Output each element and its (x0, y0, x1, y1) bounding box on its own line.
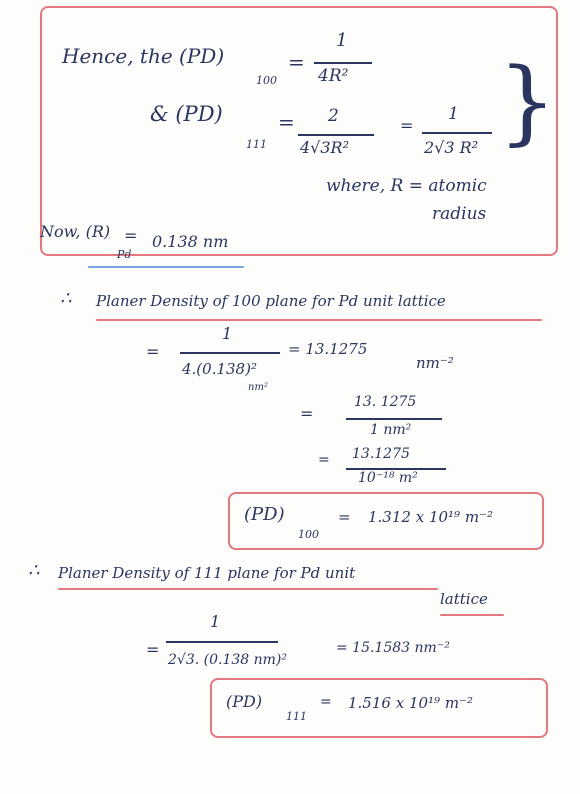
s2-final-value: 1.516 x 10¹⁹ m⁻² (348, 694, 473, 712)
s1-frac-den-unit: nm² (248, 382, 268, 393)
line1-prefix: Hence, the (PD) (62, 44, 225, 68)
line1-eq: = (288, 50, 305, 74)
s1-final-label: (PD) (244, 504, 285, 525)
line2-eq: = (278, 110, 295, 134)
section1-heading: Planer Density of 100 plane for Pd unit lattice (96, 292, 446, 310)
section1-heading-underline (96, 319, 542, 321)
line2-frac-bar (298, 134, 374, 136)
line2-frac-bar2 (422, 132, 492, 134)
s2-final-eq: = (320, 694, 332, 710)
s2-frac-den: 2√3. (0.138 nm)² (168, 652, 287, 668)
s1-step2-den: 1 nm² (370, 422, 412, 438)
section2-therefore: ∴ (28, 560, 40, 581)
line1-sub: 100 (256, 74, 277, 87)
s1-final-sub: 100 (298, 528, 319, 541)
section1-therefore: ∴ (60, 288, 72, 309)
s1-final-value: 1.312 x 10¹⁹ m⁻² (368, 508, 493, 526)
section2-lattice-underline (440, 614, 504, 616)
s1-frac-bar (180, 352, 280, 354)
now-value: 0.138 nm (152, 232, 229, 251)
now-eq: = (124, 226, 138, 245)
s1-result1: = 13.1275 (288, 340, 368, 358)
s2-frac-num: 1 (210, 612, 221, 631)
s2-final-sub: 111 (286, 710, 307, 723)
line1-frac-bar (314, 62, 372, 64)
s1-frac-num: 1 (222, 324, 233, 343)
line1-den: 4R² (318, 66, 349, 86)
where-text: where, R = atomic (326, 176, 487, 196)
now-text: Now, (R) (40, 222, 111, 241)
line1-num: 1 (336, 30, 348, 51)
s1-step3-num: 13.1275 (352, 446, 410, 462)
s1-step2-bar (346, 418, 442, 420)
now-underline (88, 266, 244, 268)
s1-frac-den: 4.(0.138)² (182, 360, 257, 378)
right-brace: } (498, 48, 557, 155)
section2-heading-2: lattice (440, 590, 488, 608)
line2-sub: 111 (246, 138, 267, 151)
line2-den2: 2√3 R² (424, 138, 479, 157)
line2-den: 4√3R² (300, 138, 350, 157)
now-sub: Pd (117, 248, 132, 261)
where-text-2: radius (432, 204, 487, 224)
s1-step2-eq: = (300, 404, 314, 423)
line2-eq2: = (400, 116, 414, 135)
s2-final-label: (PD) (226, 692, 263, 711)
s2-dash: = (146, 640, 160, 659)
s1-final-eq: = (338, 508, 351, 526)
line2-prefix: & (PD) (150, 102, 223, 126)
line2-num2: 1 (448, 104, 459, 124)
section2-heading: Planer Density of 111 plane for Pd unit (58, 564, 356, 582)
line2-num: 2 (328, 106, 339, 126)
s1-dash: = (146, 342, 160, 361)
s1-step3-eq: = (318, 452, 330, 468)
s2-frac-bar (166, 641, 278, 643)
section2-heading-underline (58, 588, 438, 590)
s2-result: = 15.1583 nm⁻² (336, 640, 450, 656)
s1-result1-unit: nm⁻² (416, 354, 454, 372)
s1-step3-den: 10⁻¹⁸ m² (358, 470, 418, 486)
s1-step2-num: 13. 1275 (354, 394, 417, 410)
